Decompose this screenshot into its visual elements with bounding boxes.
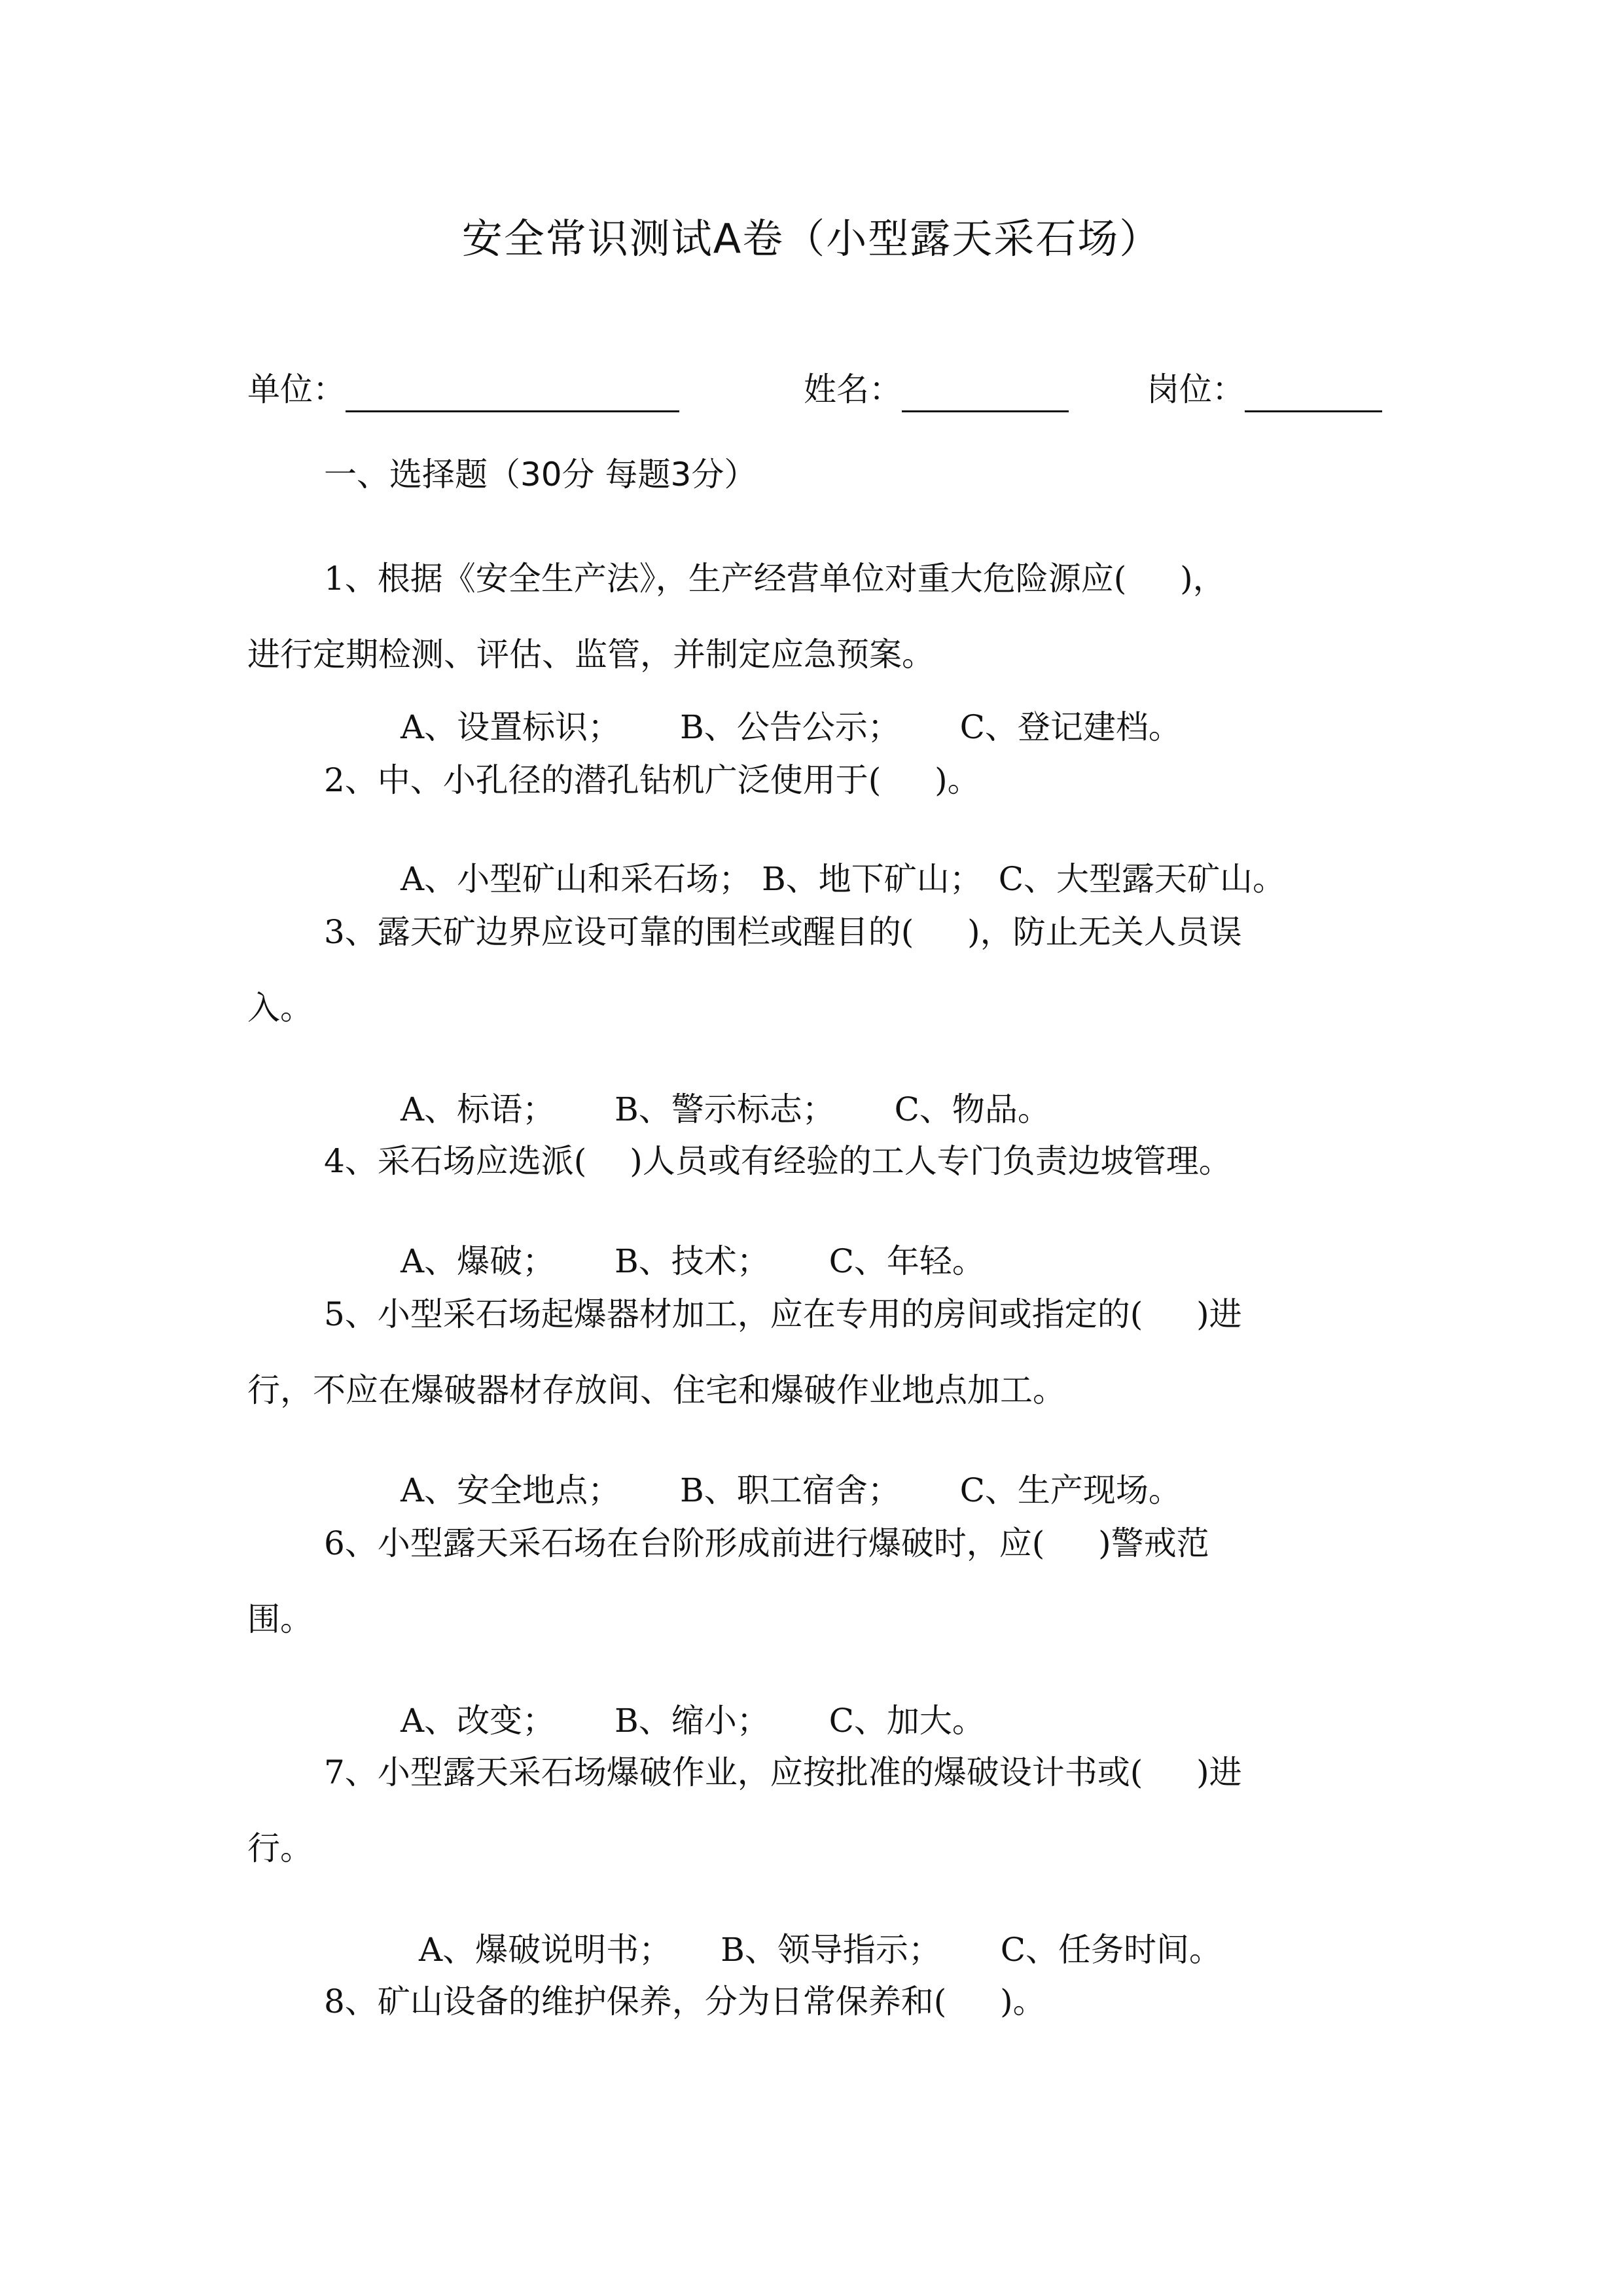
options-7: A、爆破说明书； B、领导指示； C、任务时间。 xyxy=(419,1931,1222,1969)
name-field xyxy=(804,367,1069,412)
unit-label: 单位： xyxy=(247,370,346,408)
question-text: 2、中、小孔径的潜孔钻机广泛使用于( )。 xyxy=(324,761,980,799)
name-label: 姓名： xyxy=(804,370,902,408)
options-4: A、爆破； B、技术； C、年轻。 xyxy=(401,1242,985,1280)
options-1: A、设置标识； B、公告公示； C、登记建档。 xyxy=(401,708,1181,746)
question-text-continued: 行，不应在爆破器材存放间、住宅和爆破作业地点加工。 xyxy=(247,1371,1065,1409)
options-3: A、标语； B、警示标志； C、物品。 xyxy=(401,1090,1050,1128)
question-text-continued: 入。 xyxy=(247,989,313,1027)
question-1 xyxy=(247,541,1386,692)
question-2 xyxy=(247,742,1386,818)
question-text: 1、根据《安全生产法》，生产经营单位对重大危险源应( )， xyxy=(324,560,1226,598)
question-4 xyxy=(247,1123,1386,1199)
section-title: 一、选择题（30分 每题3分） xyxy=(324,456,757,493)
name-blank[interactable] xyxy=(902,372,1069,412)
post-blank[interactable] xyxy=(1245,372,1382,412)
options-6: A、改变； B、缩小； C、加大。 xyxy=(401,1702,985,1740)
options-2: A、小型矿山和采石场； B、地下矿山； C、大型露天矿山。 xyxy=(401,860,1286,898)
question-text: 4、采石场应选派( )人员或有经验的工人专门负责边坡管理。 xyxy=(324,1142,1232,1180)
unit-field xyxy=(247,367,679,412)
question-text-continued: 进行定期检测、评估、监管，并制定应急预案。 xyxy=(247,636,935,673)
options-5: A、安全地点； B、职工宿舍； C、生产现场。 xyxy=(401,1471,1181,1509)
question-3 xyxy=(247,894,1386,1046)
unit-blank[interactable] xyxy=(346,372,679,412)
question-5 xyxy=(247,1276,1386,1428)
question-text: 6、小型露天采石场在台阶形成前进行爆破时，应( )警戒范 xyxy=(324,1524,1209,1562)
question-8 xyxy=(247,1964,1386,2039)
question-text-continued: 行。 xyxy=(247,1829,313,1867)
question-text: 5、小型采石场起爆器材加工，应在专用的房间或指定的( )进 xyxy=(324,1295,1242,1333)
question-7 xyxy=(247,1734,1386,1886)
question-text: 7、小型露天采石场爆破作业，应按批准的爆破设计书或( )进 xyxy=(324,1753,1242,1791)
question-text-continued: 围。 xyxy=(247,1600,313,1638)
post-label: 岗位： xyxy=(1147,370,1245,408)
question-text: 3、露天矿边界应设可靠的围栏或醒目的( )，防止无关人员误 xyxy=(324,913,1242,951)
question-text: 8、矿山设备的维护保养，分为日常保养和( )。 xyxy=(324,1982,1046,2020)
page-title: 安全常识测试A卷（小型露天采石场） xyxy=(461,215,1162,262)
post-field xyxy=(1147,367,1382,412)
question-6 xyxy=(247,1505,1386,1657)
